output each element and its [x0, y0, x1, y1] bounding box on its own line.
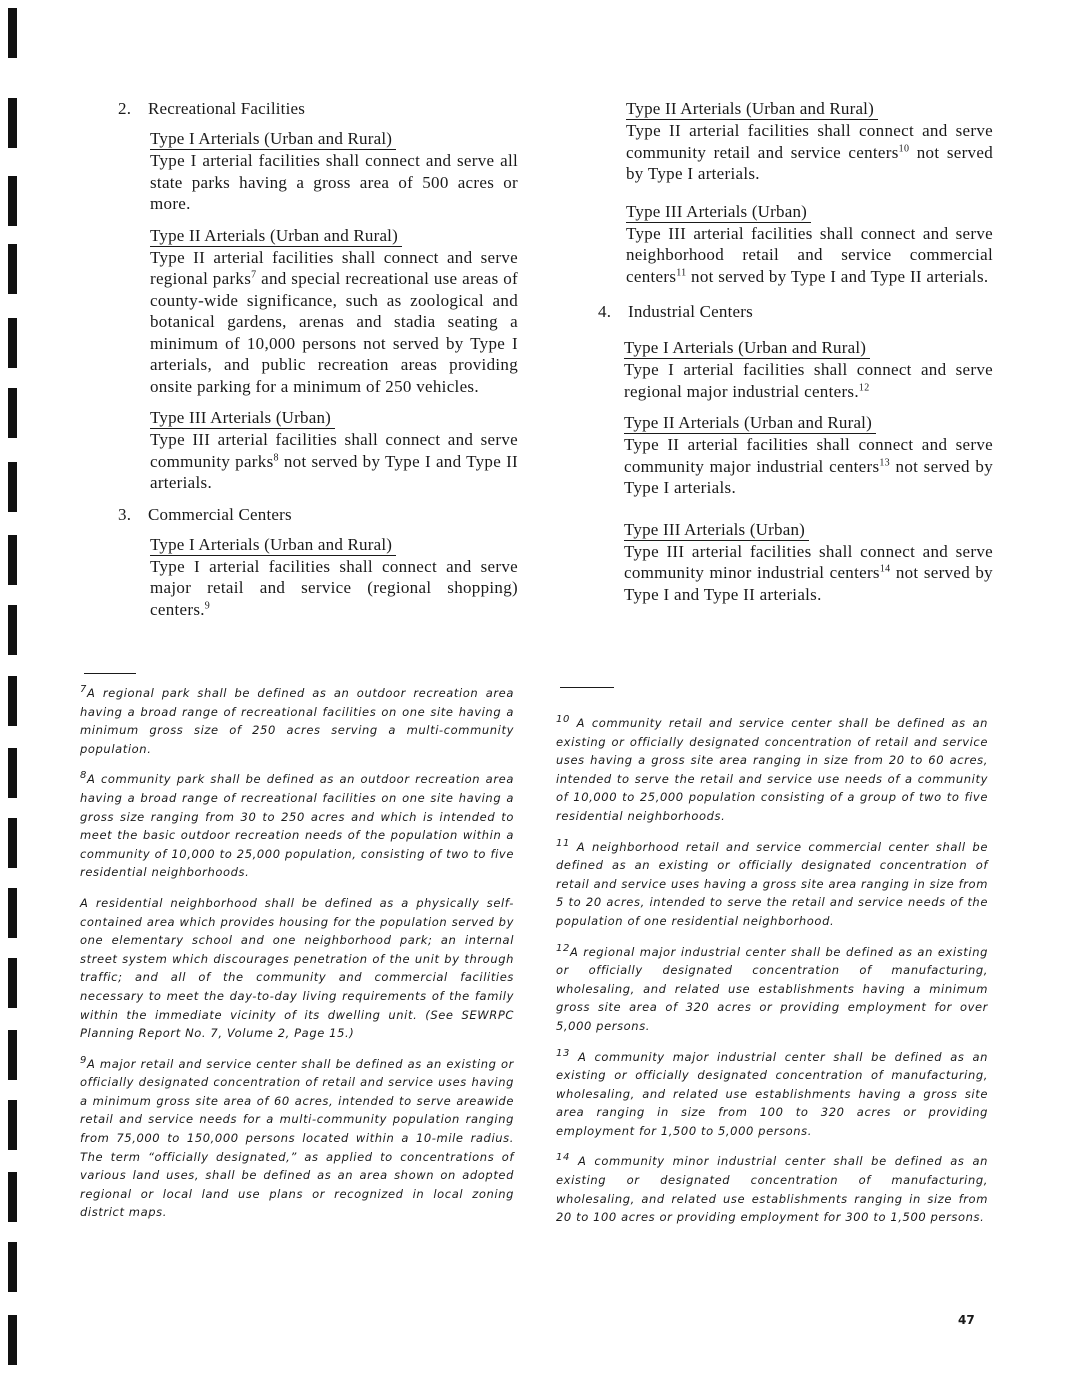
subsection-text: [626, 120, 993, 185]
footnote-number: 14: [556, 1152, 570, 1164]
footnotes-right: [556, 714, 988, 1239]
left-column: [118, 98, 518, 630]
footnote-ref: 7: [251, 269, 257, 281]
binding-mark: [8, 676, 17, 726]
text-run: Type I arterial facilities shall connect and serve major retail and service (regional shopping) centers.: [150, 556, 518, 619]
binding-mark: [8, 388, 17, 438]
text-run: not served by Type I and Type II arterials.: [624, 563, 993, 604]
binding-mark: [8, 1172, 17, 1222]
footnote-text: A community major industrial center shall be defined as an existing or officially designated concentration of manufacturing, wholesaling, and related use establishments having a gross site area ranging in size from 100 to 320 acres or providing employment for 1,500 to 5,000 persons.: [556, 1049, 988, 1138]
section-title: Commercial Centers: [148, 504, 292, 524]
footnote-ref: 13: [879, 456, 890, 468]
footnote-8: [80, 770, 514, 882]
section-heading-commercial: [118, 504, 518, 526]
footnote-11: [556, 838, 988, 931]
footnote-rule: [560, 687, 614, 688]
footnote-13: [556, 1048, 988, 1141]
subsection-heading: Type II Arterials (Urban and Rural): [626, 98, 878, 120]
footnote-number: 9: [80, 1054, 87, 1066]
text-run: not served by Type I and Type II arterials.: [150, 451, 519, 492]
recreational-type-1: [150, 128, 518, 215]
footnote-ref: 9: [204, 599, 211, 611]
text-run: Type II arterial facilities shall connect and serve regional parks: [150, 247, 518, 288]
binding-mark: [8, 318, 17, 368]
subsection-heading: Type I Arterials (Urban and Rural): [624, 337, 870, 359]
commercial-type-2: [626, 98, 993, 185]
text-root: not served by Type I and Type II arterials.: [686, 266, 989, 286]
right-column: [598, 98, 993, 615]
footnote-text: A regional major industrial center shall be defined as an existing or officially designated concentration of manufacturing, wholesaling, and related use establishments having a minimum gross site area of 320 acres or providing employment for over 5,000 persons.: [556, 944, 988, 1033]
subsection-heading: Type I Arterials (Urban and Rural): [150, 534, 396, 556]
footnote-rule: [84, 673, 136, 674]
recreational-type-3: [150, 407, 518, 494]
subsection-text: [150, 247, 518, 398]
footnote-number: 10: [556, 714, 570, 726]
text-run: not served by Type I arterials.: [626, 142, 993, 183]
text-run: Type III arterial facilities shall connect and serve community minor industrial centers: [624, 541, 993, 582]
binding-mark: [8, 244, 17, 294]
footnote-10: [556, 714, 988, 826]
binding-mark: [8, 888, 17, 938]
text-run: Type II arterial facilities shall connect and serve community major industrial centers: [624, 435, 993, 476]
industrial-type-2: [624, 412, 993, 499]
footnote-number: 8: [80, 770, 87, 782]
binding-mark: [8, 1100, 17, 1150]
subsection-heading: Type III Arterials (Urban): [626, 201, 811, 223]
subsection-text: [150, 556, 518, 621]
commercial-type-3: [626, 201, 993, 288]
footnote-number: 7: [80, 684, 87, 696]
section-number: 2.: [118, 99, 132, 118]
recreational-type-2: [150, 225, 518, 398]
footnote-ref: 12: [858, 381, 870, 393]
footnote-number: 13: [556, 1047, 570, 1059]
binding-mark: [8, 462, 17, 512]
footnote-text: A community retail and service center shall be defined as an existing or officially designated concentration of retail and service uses having a gross site area ranging in size from 20 to 60 acres, intended to serve the retail and service use needs of a community of 10,000 to 25,000 population consisting of a group of two to five residential neighborhoods.: [556, 716, 988, 823]
section-heading-industrial: [598, 301, 993, 323]
binding-mark: [8, 818, 17, 868]
text-run: Type I arterial facilities shall connect and serve regional major industrial centers.: [624, 360, 993, 401]
subsection-text: [624, 541, 993, 606]
subsection-heading: Type II Arterials (Urban and Rural): [624, 412, 876, 434]
subsection-text: [150, 429, 518, 494]
subsection-heading: Type I Arterials (Urban and Rural): [150, 128, 396, 150]
footnote-12: [556, 943, 988, 1036]
page-number: 47: [958, 1313, 975, 1327]
footnote-7: [80, 684, 514, 758]
footnote-number: 12: [556, 942, 570, 954]
binding-mark: [8, 1030, 17, 1080]
binding-mark: [8, 535, 17, 585]
subsection-text: [626, 223, 993, 288]
binding-mark: [8, 176, 17, 226]
section-number: 3.: [118, 504, 132, 524]
footnote-9: [80, 1055, 514, 1222]
footnote-ref: 14: [879, 563, 891, 575]
footnote-text: A major retail and service center shall be defined as an existing or officially designated concentration of retail and service uses having a minimum gross site area of 60 acres, intended to serve areawide retail and service needs for a multi-community population ranging from 75,000 to 150,000 persons located within a 10-mile radius. The term “officially designated,” as applied to concentrations of various land uses, shall be defined as an area shown on adopted regional or local land use plans or recognized in local zoning district maps.: [80, 1056, 514, 1220]
footnote-ref: 10: [898, 142, 910, 154]
industrial-type-1: [624, 337, 993, 402]
subsection-heading: Type II Arterials (Urban and Rural): [150, 225, 402, 247]
subsection-text: Type I arterial facilities shall connect and serve all state parks having a gross area of 500 acres or more.: [150, 151, 518, 213]
section-title: Industrial Centers: [628, 302, 753, 321]
text-run: and special recreational use areas of county-wide significance, such as zoological and botanical gardens, arenas and stadia seating a minimum of 10,000 persons not served by Type I arterials, and public recreation areas providing onsite parking for a minimum of 250 vehicles.: [150, 269, 518, 396]
section-heading-recreational: [118, 98, 518, 120]
binding-mark: [8, 8, 17, 58]
text-run: Type III arterial facilities shall connect and serve neighborhood retail and service commercial centers: [626, 223, 993, 286]
section-title: Recreational Facilities: [148, 99, 306, 118]
footnote-text: A neighborhood retail and service commercial center shall be defined as an existing or officially designated concentration of retail and service uses having a gross site area ranging in size from 5 to 20 acres, intended to serve the retail and service needs of the population of one residential neighborhood.: [556, 839, 988, 928]
footnote-number: 11: [556, 837, 570, 849]
footnote-ref: 8: [273, 451, 279, 463]
footnote-8-continued: A residential neighborhood shall be defined as a physically self-contained area which provides housing for the population served by one elementary school and one neighborhood park; an internal street system which discourages penetration of the unit by through traffic; and all of the community and commercial facilities necessary to meet the day-to-day living requirements of the family within the immediate vicinity of its dwelling unit. (See SEWRPC Planning Report No. 7, Volume 2, Page 15.): [80, 895, 514, 1041]
binding-mark: [8, 605, 17, 655]
binding-mark: [8, 1315, 17, 1365]
footnotes-left: [80, 684, 514, 1234]
text-run: Type III arterial facilities shall connect and serve community parks: [150, 430, 518, 471]
industrial-type-3: [624, 519, 993, 606]
binding-mark: [8, 98, 17, 148]
commercial-type-1: [150, 534, 518, 621]
binding-mark: [8, 748, 17, 798]
footnote-text: A regional park shall be defined as an outdoor recreation area having a broad range of recreational facilities on one site having a minimum gross size of 250 acres serving a multi-community population.: [80, 686, 514, 756]
text-run: Type II arterial facilities shall connect and serve community retail and service centers: [626, 121, 993, 162]
text-run: not served by Type I arterials.: [624, 456, 993, 497]
binding-marks: [8, 0, 24, 1380]
subsection-heading: Type III Arterials (Urban): [150, 407, 335, 429]
section-number: 4.: [598, 302, 612, 321]
footnote-14: [556, 1152, 988, 1226]
footnote-ref: 11: [676, 266, 687, 278]
subsection-heading: Type III Arterials (Urban): [624, 519, 809, 541]
footnote-text: A community park shall be defined as an outdoor recreation area having a broad range of recreational facilities on one site having a gross size ranging from 30 to 250 acres and which is intended to meet the basic outdoor recreation needs of the population within a community of 10,000 to 25,000 population, consisting of two to five residential neighborhoods.: [80, 772, 514, 880]
subsection-text: [624, 359, 993, 402]
binding-mark: [8, 1242, 17, 1292]
binding-mark: [8, 958, 17, 1008]
subsection-text: [624, 434, 993, 499]
footnote-text: A community minor industrial center shall be defined as an existing or designated concentration of manufacturing, wholesaling, and related use establishments ranging in size from 20 to 100 acres or providing employment for 300 to 1,500 persons.: [556, 1154, 988, 1225]
